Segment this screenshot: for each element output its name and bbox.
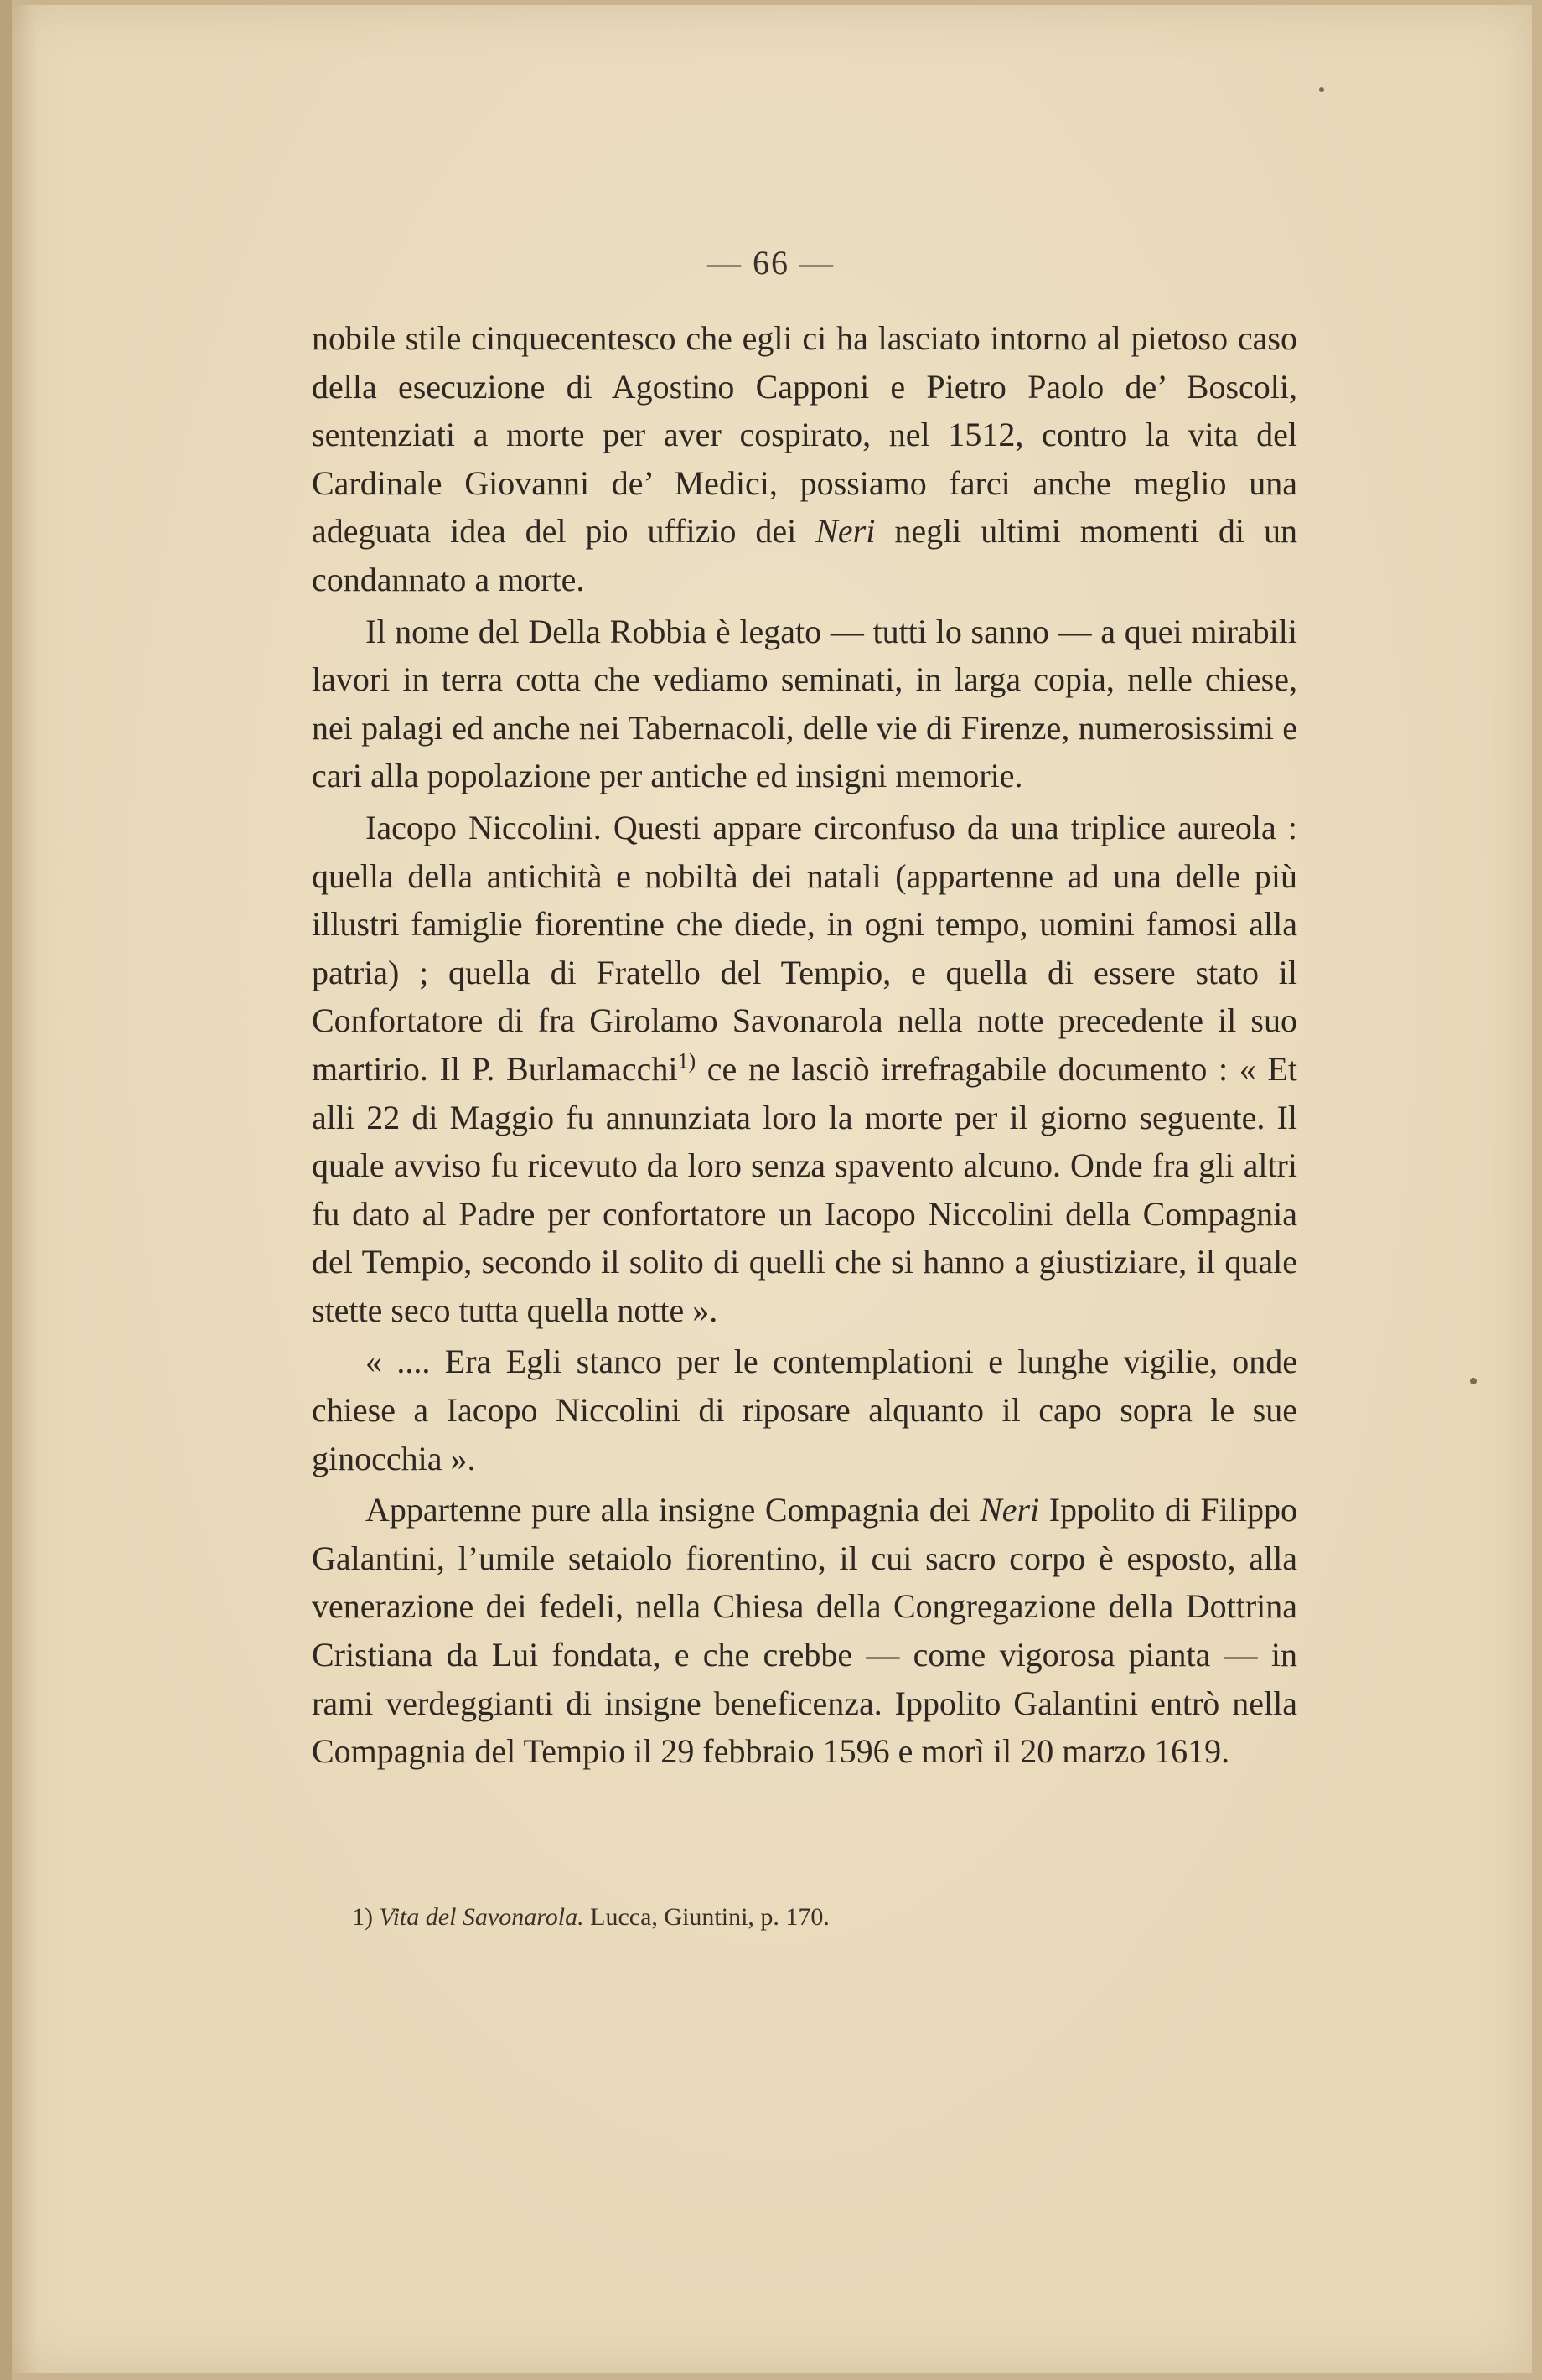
paper-speck	[1470, 1378, 1477, 1384]
text-run: ce ne lasciò irrefragabile documento : « Et alli 22 di Maggio fu annunziata loro la morte per il giorno seguente. Il quale avviso fu ricevuto da loro senza spavento alcuno. Onde fra gli altri fu dato al Padre per confortatore un Iacopo Niccolini della Compagnia del Tempio, secondo il solito di quelli che si hanno a giustiziare, il quale stette seco tutta quella notte ».	[312, 1049, 1297, 1329]
text-run: negli ultimi momenti di un condannato a morte.	[312, 512, 1297, 598]
paragraph	[312, 1486, 1297, 1776]
paragraph	[312, 314, 1297, 604]
text-run: Appartenne pure alla insigne Compagnia dei	[365, 1491, 981, 1529]
text-run: Iacopo Niccolini. Questi appare circonfuso da una triplice aureola : quella della antichità e nobiltà dei natali (appartenne ad una delle più illustri famiglie fiorentine che diede, in ogni tempo, uomini famosi alla patria) ; quella di Fratello del Tempio, e quella di essere stato il Confortatore di fra Girolamo Savonarola nella notte precedente il suo martirio. Il P. Burlamacchi	[312, 808, 1297, 1088]
italic-text-run: Neri	[980, 1491, 1040, 1529]
paragraph	[312, 1337, 1297, 1482]
italic-text-run: Neri	[815, 512, 876, 551]
paragraph	[312, 608, 1297, 800]
text-run: Ippolito di Filippo Galantini, l’umile setaiolo fiorentino, il cui sacro corpo è esposto, alla venerazione dei fedeli, nella Chiesa della Congregazione della Dottrina Cristiana da Lui fondata, e che crebbe — come vigorosa pianta — in rami verdeggianti di insigne beneficenza. Ippolito Galantini entrò nella Compagnia del Tempio il 29 febbraio 1596 e morì il 20 marzo 1619.	[312, 1491, 1298, 1771]
body-text	[312, 314, 1297, 1779]
footnote-citation: Lucca, Giuntini, p. 170.	[583, 1903, 830, 1931]
footnote-title: Vita del Savonarola.	[379, 1903, 584, 1931]
paper-speck	[1319, 87, 1324, 92]
footnote	[352, 1901, 1274, 1934]
text-run: « .... Era Egli stanco per le contemplationi e lunghe vigilie, onde chiese a Iacopo Niccolini di riposare alquanto il capo sopra le sue ginocchia ».	[312, 1343, 1297, 1477]
paragraph	[312, 804, 1297, 1335]
footnote-marker: 1)	[352, 1903, 373, 1931]
footnote-reference: 1)	[677, 1048, 696, 1074]
book-spine-edge	[0, 0, 12, 2380]
text-run: nobile stile cinquecentesco che egli ci ha lasciato intorno al pietoso caso della esecuzione di Agostino Capponi e Pietro Paolo de’ Boscoli, sentenziati a morte per aver cospirato, nel 1512, contro la vita del Cardinale Giovanni de’ Medici, possiamo farci anche meglio una adeguata idea del pio uffizio dei	[312, 319, 1297, 551]
page-number: — 66 —	[707, 244, 835, 282]
text-run: Il nome del Della Robbia è legato — tutti lo sanno — a quei mirabili lavori in terra cotta che vediamo seminati, in larga copia, nelle chiese, nei palagi ed anche nei Tabernacoli, delle vie di Firenze, numerosissimi e cari alla popolazione per antiche ed insigni memorie.	[312, 612, 1297, 795]
